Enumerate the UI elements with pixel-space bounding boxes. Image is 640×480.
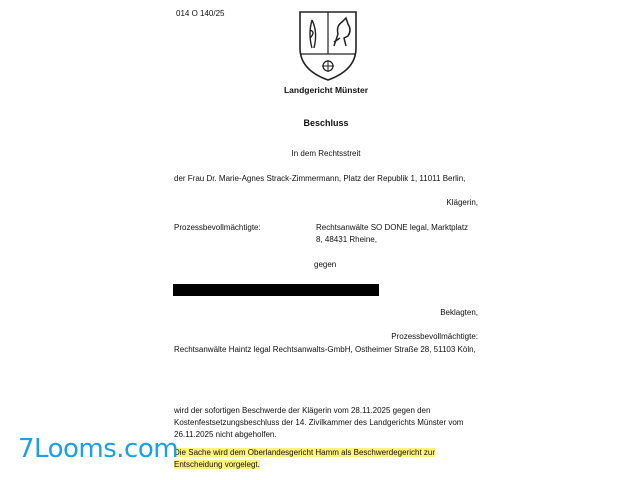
watermark: 7Looms.com xyxy=(18,434,179,464)
defendant-counsel: Rechtsanwälte Haintz legal Rechtsanwalts-GmbH, Ostheimer Straße 28, 51103 Köln, xyxy=(174,345,476,354)
defendant-role: Beklagten, xyxy=(440,308,478,317)
court-name: Landgericht Münster xyxy=(283,85,369,95)
defendant-counsel-label: Prozessbevollmächtigte: xyxy=(391,332,478,341)
plaintiff-counsel-line1: Rechtsanwälte SO DONE legal, Marktplatz xyxy=(316,223,469,232)
referral-highlight-2: Entscheidung vorgelegt. xyxy=(174,460,260,469)
referral-highlight-1: Die Sache wird dem Oberlandesgericht Hamm als Beschwerdegericht zur xyxy=(174,448,435,457)
decision-line-3: 26.11.2025 nicht abgeholfen. xyxy=(174,430,277,439)
decision-line-2: Kostenfestsetzungsbeschluss der 14. Zivilkammer des Landgerichts Münster vom xyxy=(174,418,464,427)
referral-line-2 xyxy=(174,459,260,471)
nrw-coat-of-arms-icon xyxy=(296,8,360,82)
document-title: Beschluss xyxy=(303,118,349,128)
intro-text: In dem Rechtsstreit xyxy=(291,149,361,158)
decision-line-1: wird der sofortigen Beschwerde der Klägerin vom 28.11.2025 gegen den xyxy=(174,406,431,415)
against-text: gegen xyxy=(314,260,337,269)
plaintiff-line: der Frau Dr. Marie-Agnes Strack-Zimmermann, Platz der Republik 1, 11011 Berlin, xyxy=(174,174,466,183)
plaintiff-counsel-line2: 8, 48431 Rheine, xyxy=(316,235,377,244)
redaction-bar xyxy=(173,284,379,296)
file-number: 014 O 140/25 xyxy=(176,9,225,18)
counsel-label: Prozessbevollmächtigte: xyxy=(174,223,261,232)
plaintiff-role: Klägerin, xyxy=(446,198,478,207)
referral-line-1 xyxy=(174,447,435,459)
